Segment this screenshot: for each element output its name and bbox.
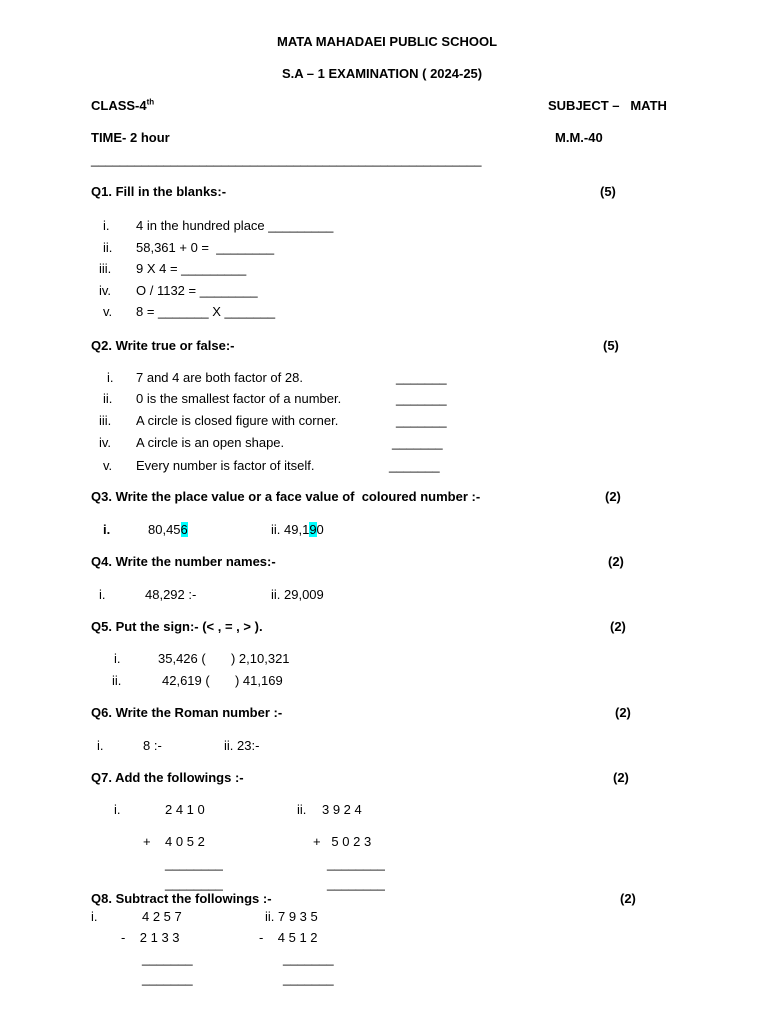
q8-answer-line: _______	[142, 971, 193, 986]
q4-marks: (2)	[608, 554, 624, 569]
q8-b-bottom: - 4 5 1 2	[259, 930, 318, 945]
q1-item-text: 4 in the hundred place _________	[136, 218, 334, 233]
q2-marks: (5)	[603, 338, 619, 353]
q2-item-num: v.	[103, 458, 113, 473]
header-rule: ______________________________________________________	[91, 152, 482, 167]
q2-item-blank: _______	[396, 413, 447, 428]
q7-answer-line: ________	[327, 856, 385, 871]
school-name: MATA MAHADAEI PUBLIC SCHOOL	[277, 34, 498, 49]
q3-item-i-text: 80,45	[148, 522, 181, 537]
q3-highlight-digit: 9	[309, 522, 317, 537]
q7-title: Q7. Add the followings :-	[91, 770, 244, 785]
q3-item-i	[148, 522, 188, 537]
class-label	[91, 98, 154, 113]
q2-item-text: Every number is factor of itself.	[136, 458, 315, 473]
q2-item-num: ii.	[103, 391, 113, 406]
q5-marks: (2)	[610, 619, 626, 634]
q2-item-num: iii.	[99, 413, 112, 428]
q7-a-top: 2 4 1 0	[165, 802, 205, 817]
q3-title: Q3. Write the place value or a face value of coloured number :-	[91, 489, 481, 504]
q8-a-top: 4 2 5 7	[142, 909, 182, 924]
exam-title: S.A – 1 EXAMINATION ( 2024-25)	[282, 66, 483, 81]
q8-b-top: ii. 7 9 3 5	[265, 909, 318, 924]
q7-answer-line: ________	[165, 856, 223, 871]
q8-answer-line: _______	[283, 971, 334, 986]
q2-item-num: iv.	[99, 435, 112, 450]
q2-item-text: A circle is closed figure with corner.	[136, 413, 339, 428]
class-text: CLASS-4	[91, 98, 147, 113]
q3-item-ii-tail: 0	[316, 522, 324, 537]
q1-item-num: i.	[103, 218, 110, 233]
q6-item-i: 8 :-	[143, 738, 162, 753]
q4-item-i: 48,292 :-	[145, 587, 197, 602]
q3-item-ii	[271, 522, 324, 537]
max-marks: M.M.-40	[555, 130, 603, 145]
q6-item-ii: ii. 23:-	[224, 738, 260, 753]
q1-marks: (5)	[600, 184, 616, 199]
q7-answer-line: ________	[327, 876, 385, 891]
q2-item-text: A circle is an open shape.	[136, 435, 285, 450]
q1-item-text: 58,361 + 0 = ________	[136, 240, 275, 255]
q5-item-num: i.	[114, 651, 121, 666]
q5-item-num: ii.	[112, 673, 122, 688]
q6-item-num: i.	[97, 738, 104, 753]
q2-title: Q2. Write true or false:-	[91, 338, 235, 353]
q2-item-num: i.	[107, 370, 114, 385]
q2-item-blank: _______	[396, 370, 447, 385]
q1-item-num: ii.	[103, 240, 113, 255]
q1-item-num: v.	[103, 304, 113, 319]
q5-item-text: 42,619 ( ) 41,169	[162, 673, 283, 688]
q1-item-num: iii.	[99, 261, 112, 276]
time-label: TIME- 2 hour	[91, 130, 170, 145]
q7-b-bottom: + 5 0 2 3	[313, 834, 372, 849]
q2-item-blank: _______	[389, 458, 440, 473]
q7-item-num: i.	[114, 802, 121, 817]
q6-marks: (2)	[615, 705, 631, 720]
q7-b-top: 3 9 2 4	[322, 802, 362, 817]
q8-answer-line: _______	[283, 951, 334, 966]
subject-label: SUBJECT – MATH	[548, 98, 667, 113]
q8-item-num: i.	[91, 909, 98, 924]
q5-item-text: 35,426 ( ) 2,10,321	[158, 651, 290, 666]
q2-item-text: 7 and 4 are both factor of 28.	[136, 370, 303, 385]
q4-title: Q4. Write the number names:-	[91, 554, 276, 569]
q3-item-num: i.	[103, 522, 111, 537]
q8-title: Q8. Subtract the followings :-	[91, 891, 272, 906]
q5-title: Q5. Put the sign:- (< , = , > ).	[91, 619, 263, 634]
class-sup: th	[146, 97, 155, 107]
q2-item-blank: _______	[396, 391, 447, 406]
q4-item-num: i.	[99, 587, 106, 602]
q1-item-text: O / 1132 = ________	[136, 283, 258, 298]
q3-item-ii-text: ii. 49,1	[271, 522, 310, 537]
q2-item-blank: _______	[392, 435, 443, 450]
q8-a-bottom: - 2 1 3 3	[121, 930, 180, 945]
q2-item-text: 0 is the smallest factor of a number.	[136, 391, 342, 406]
q8-marks: (2)	[620, 891, 636, 906]
q1-item-text: 9 X 4 = _________	[136, 261, 247, 276]
q6-title: Q6. Write the Roman number :-	[91, 705, 283, 720]
q3-highlight-digit: 6	[180, 522, 188, 537]
q7-marks: (2)	[613, 770, 629, 785]
q1-title: Q1. Fill in the blanks:-	[91, 184, 227, 199]
q7-answer-line: ________	[165, 876, 223, 891]
q1-item-text: 8 = _______ X _______	[136, 304, 276, 319]
q1-item-num: iv.	[99, 283, 112, 298]
q3-marks: (2)	[605, 489, 621, 504]
q4-item-ii: ii. 29,009	[271, 587, 324, 602]
q7-item-num: ii.	[297, 802, 307, 817]
q8-answer-line: _______	[142, 951, 193, 966]
q7-a-bottom: + 4 0 5 2	[143, 834, 205, 849]
